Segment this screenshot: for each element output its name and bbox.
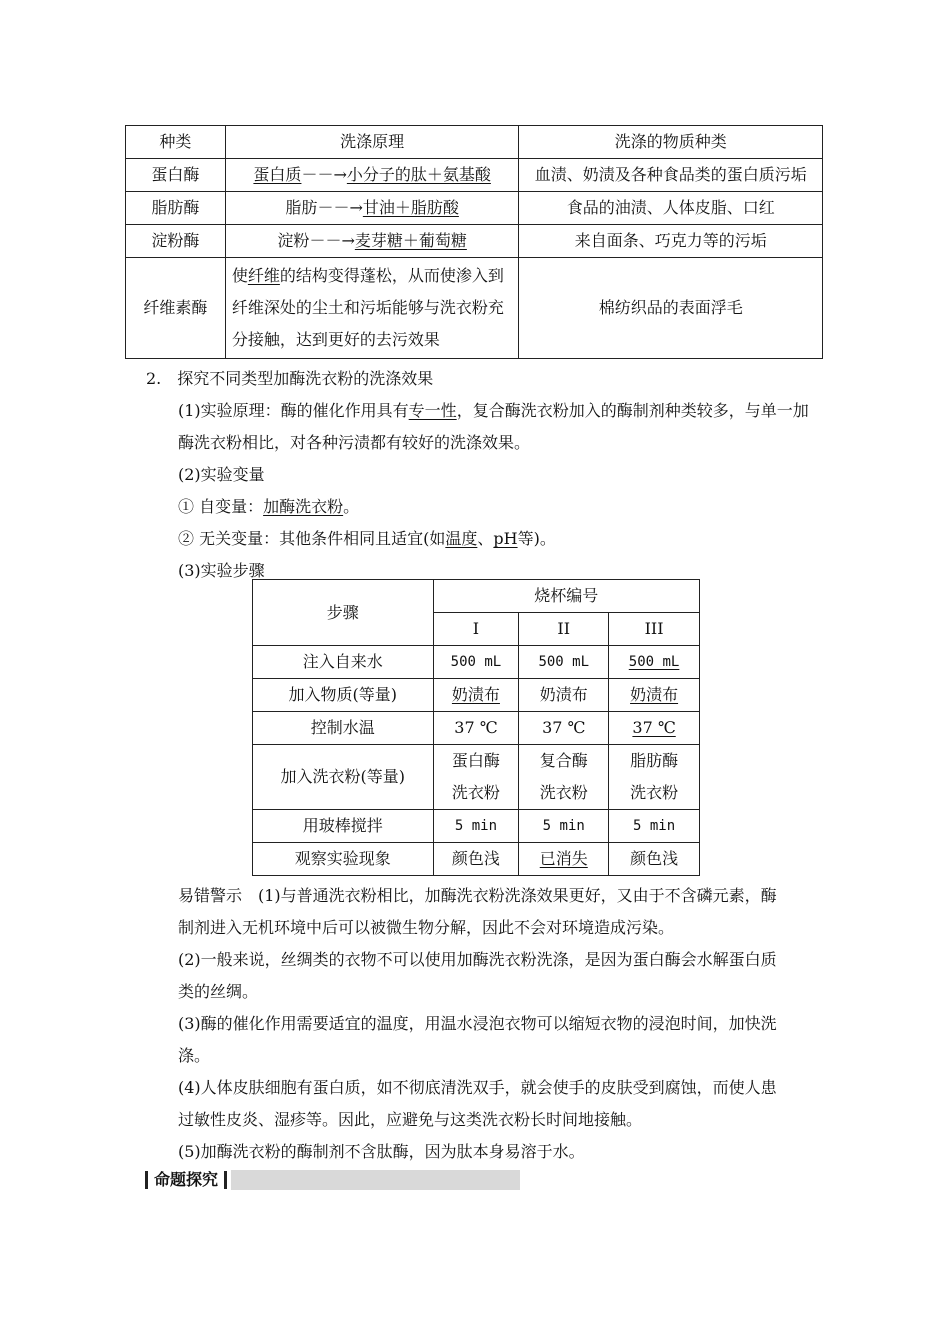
- arrow: －－→: [309, 231, 355, 250]
- cell-text: 500 mL: [628, 654, 680, 670]
- cell-text: 奶渍布: [630, 685, 679, 704]
- product: 小分子的肽＋氨基酸: [346, 165, 491, 184]
- step-label: 注入自来水: [253, 646, 434, 679]
- warning-2-line-1: (2)一般来说，丝绸类的衣物不可以使用加酶洗衣粉洗涤，是因为蛋白酶会水解蛋白质: [178, 950, 777, 969]
- reactant: 蛋白质: [253, 165, 302, 184]
- reactant: 脂肪: [285, 198, 318, 217]
- target-cell: 来自面条、巧克力等的污垢: [519, 225, 823, 258]
- cell: 37 ℃: [519, 712, 609, 745]
- section-heading: 2. 探究不同类型加酶洗衣粉的洗涤效果: [146, 369, 434, 388]
- cell: 颜色浅: [433, 843, 519, 876]
- cell-line: 蛋白酶: [451, 751, 500, 770]
- cell: 500 mL: [433, 646, 519, 679]
- table-row: [253, 646, 700, 679]
- principle-paragraph: [178, 395, 814, 459]
- principle-cell: [225, 258, 519, 359]
- cell-text: 37 ℃: [632, 718, 676, 737]
- warning-5: (5)加酶洗衣粉的酶制剂不含肽酶，因为肽本身易溶于水。: [178, 1142, 585, 1161]
- kind-cell: 脂肪酶: [126, 192, 226, 225]
- punct: 、: [477, 529, 494, 548]
- step-label: 观察实验现象: [253, 843, 434, 876]
- cell: 37 ℃: [433, 712, 519, 745]
- warning-1-line-2: 制剂进入无机环境中后可以被微生物分解，因此不会对环境造成污染。: [178, 918, 675, 937]
- reactant: 淀粉: [277, 231, 310, 250]
- principle-text: ，复合酶洗衣粉加入的酶制剂种类较多，与单一加酶洗衣粉相比，对各种污渍都有较好的洗涤效果。: [178, 401, 809, 452]
- cell-line: 洗衣粉: [539, 783, 588, 802]
- kind-cell: 淀粉酶: [126, 225, 226, 258]
- beaker-3: III: [609, 613, 700, 646]
- step-label: 用玻棒搅拌: [253, 810, 434, 843]
- cell: 5 min: [433, 810, 519, 843]
- principle-text: (1)实验原理：酶的催化作用具有: [178, 401, 409, 420]
- label: ① 自变量：: [178, 497, 264, 516]
- table-row: [253, 745, 700, 810]
- warning-4-line-1: (4)人体皮肤细胞有蛋白质，如不彻底清洗双手，就会使手的皮肤受到腐蚀，而使人患: [178, 1078, 777, 1097]
- cell: [609, 679, 700, 712]
- table-header-row: [126, 126, 823, 159]
- cell-text: 已消失: [539, 849, 588, 868]
- cell: [609, 745, 700, 810]
- target-cell: 棉纺织品的表面浮毛: [519, 258, 823, 359]
- beaker-header: 烧杯编号: [433, 580, 699, 613]
- variables-heading: (2)实验变量: [178, 465, 265, 484]
- experiment-table: [252, 579, 700, 876]
- cell: 奶渍布: [519, 679, 609, 712]
- label: ② 无关变量：其他条件相同且适宜(如: [178, 529, 446, 548]
- right-bar-mark: [224, 1171, 227, 1189]
- table-row: [253, 843, 700, 876]
- header-kind: 种类: [126, 126, 226, 159]
- cell: [433, 679, 519, 712]
- keyword: 纤维: [247, 266, 280, 285]
- step-label: 加入物质(等量): [253, 679, 434, 712]
- step-label: 控制水温: [253, 712, 434, 745]
- keyword: 温度: [445, 529, 478, 548]
- steps-heading: (3)实验步骤: [178, 561, 265, 580]
- step-label: 加入洗衣粉(等量): [253, 745, 434, 810]
- cell: 5 min: [519, 810, 609, 843]
- table-row: [253, 679, 700, 712]
- product: 甘油＋脂肪酸: [362, 198, 459, 217]
- cell: [433, 745, 519, 810]
- principle-text: 的结构变得蓬松，从而使渗入到纤维深处的尘土和污垢能够与洗衣粉充分接触，达到更好的去污效果: [231, 266, 504, 349]
- principle-cell: [225, 225, 519, 258]
- target-cell: 食品的油渍、人体皮脂、口红: [519, 192, 823, 225]
- keyword: 专一性: [408, 401, 457, 420]
- kind-cell: 蛋白酶: [126, 159, 226, 192]
- warning-1-line-1: 易错警示 (1)与普通洗衣粉相比，加酶洗衣粉洗涤效果更好，又由于不含磷元素，酶: [178, 886, 777, 905]
- target-cell: 血渍、奶渍及各种食品类的蛋白质污垢: [519, 159, 823, 192]
- table-row: [126, 258, 823, 359]
- table-header-row: [253, 580, 700, 613]
- beaker-2: II: [519, 613, 609, 646]
- cell-text: 奶渍布: [451, 685, 500, 704]
- warning-4-line-2: 过敏性皮炎、湿疹等。因此，应避免与这类洗衣粉长时间地接触。: [178, 1110, 643, 1129]
- header-target: 洗涤的物质种类: [519, 126, 823, 159]
- beaker-1: I: [433, 613, 519, 646]
- cell-line: 复合酶: [539, 751, 588, 770]
- cell-line: 脂肪酶: [630, 751, 679, 770]
- section-title-text: 命题探究: [154, 1170, 219, 1189]
- principle-cell: [225, 192, 519, 225]
- section-title: [145, 1170, 231, 1190]
- cell: 500 mL: [519, 646, 609, 679]
- cell: [609, 712, 700, 745]
- keyword: 加酶洗衣粉: [263, 497, 344, 516]
- cell-line: 洗衣粉: [630, 783, 679, 802]
- left-bar-mark: [145, 1171, 148, 1189]
- table-row: [253, 810, 700, 843]
- arrow: －－→: [301, 165, 347, 184]
- cell: 颜色浅: [609, 843, 700, 876]
- principle-text: 使: [231, 266, 248, 285]
- product: 麦芽糖＋葡萄糖: [354, 231, 467, 250]
- table-row: [126, 159, 823, 192]
- cell: [609, 646, 700, 679]
- irrelevant-variable: [178, 523, 556, 555]
- arrow: －－→: [317, 198, 363, 217]
- step-header: 步骤: [253, 580, 434, 646]
- warning-3-line-1: (3)酶的催化作用需要适宜的温度，用温水浸泡衣物可以缩短衣物的浸泡时间，加快洗: [178, 1014, 777, 1033]
- table-row: [126, 192, 823, 225]
- warning-3-line-2: 涤。: [178, 1046, 211, 1065]
- principle-cell: [225, 159, 519, 192]
- warning-2-line-2: 类的丝绸。: [178, 982, 259, 1001]
- table-row: [253, 712, 700, 745]
- cell: 5 min: [609, 810, 700, 843]
- keyword: pH: [493, 529, 518, 548]
- cell: [519, 843, 609, 876]
- kind-cell: 纤维素酶: [126, 258, 226, 359]
- header-principle: 洗涤原理: [225, 126, 519, 159]
- independent-variable: [178, 491, 359, 523]
- cell: [519, 745, 609, 810]
- cell-line: 洗衣粉: [451, 783, 500, 802]
- punct: 等)。: [517, 529, 556, 548]
- punct: 。: [343, 497, 360, 516]
- enzyme-table: [125, 125, 823, 359]
- table-row: [126, 225, 823, 258]
